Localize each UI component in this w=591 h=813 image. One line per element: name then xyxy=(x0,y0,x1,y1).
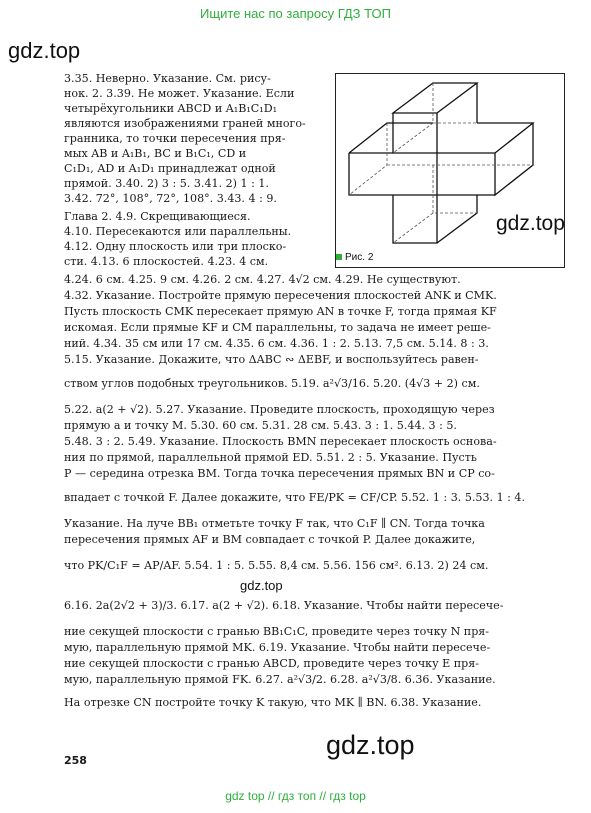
text-line: ния по прямой, параллельной прямой ED. 5.51. 2 : 5. Указание. Пусть xyxy=(64,451,477,464)
text-line: гранника, то точки пересечения пря- xyxy=(64,132,286,145)
page-number: 258 xyxy=(64,754,87,767)
text-line: 5.22. a(2 + √2). 5.27. Указание. Проведите плоскость, проходящую через xyxy=(64,403,495,416)
text-line: искомая. Если прямые KF и CM параллельны, то задача не имеет реше- xyxy=(64,321,491,334)
text-line: мых AB и A₁B₁, BC и B₁C₁, CD и xyxy=(64,147,247,160)
watermark: gdz.top xyxy=(326,730,415,760)
text-line: 4.24. 6 см. 4.25. 9 см. 4.26. 2 см. 4.27. 4√2 см. 4.29. Не существуют. xyxy=(64,273,461,286)
text-line: C₁D₁, AD и A₁D₁ принадлежат одной xyxy=(64,162,276,175)
text-line: На отрезке CN постройте точку K такую, что MK ∥ BN. 6.38. Указание. xyxy=(64,696,482,709)
text-line: ние секущей плоскости с гранью ABCD, проведите через точку E пря- xyxy=(64,657,480,670)
text-line: 4.10. Пересекаются или параллельны. xyxy=(64,225,292,238)
text-line: пересечения прямых AF и BM совпадает с точкой P. Далее докажите, xyxy=(64,533,476,546)
text-line: ний. 4.34. 35 см или 17 см. 4.35. 6 см. 4.36. 1 : 2. 5.13. 7,5 см. 5.14. 8 : 3. xyxy=(64,337,489,350)
bottom-banner[interactable]: gdz top // гдз топ // гдз top xyxy=(225,789,366,803)
figure-caption: Рис. 2 xyxy=(336,252,373,263)
text-line: сти. 4.13. 6 плоскостей. 4.23. 4 см. xyxy=(64,255,269,268)
text-line: ством углов подобных треугольников. 5.19. a²√3/16. 5.20. (4√3 + 2) см. xyxy=(64,377,480,390)
text-line: мую, параллельную прямой FK. 6.27. a²√3/2. 6.28. a²√3/8. 6.36. Указание. xyxy=(64,673,496,686)
watermark: gdz.top xyxy=(8,38,81,63)
text-line: 3.42. 72°, 108°, 72°, 108°. 3.43. 4 : 9. xyxy=(64,192,277,205)
text-line: P — середина отрезка BM. Тогда точка пересечения прямых BN и CP со- xyxy=(64,467,495,480)
text-line: 4.12. Одну плоскость или три плоско- xyxy=(64,240,287,253)
text-line: нок. 2. 3.39. Не может. Указание. Если xyxy=(64,87,295,100)
text-line: являются изображениями граней много- xyxy=(64,117,306,130)
watermark: gdz.top xyxy=(240,578,283,593)
text-line: 5.15. Указание. Докажите, что ΔABC ∾ ΔEBF, и воспользуйтесь равен- xyxy=(64,353,479,366)
top-banner[interactable]: Ищите нас по запросу ГДЗ ТОП xyxy=(200,6,391,21)
text-line: 6.16. 2a(2√2 + 3)/3. 6.17. a(2 + √2). 6.18. Указание. Чтобы найти пересече- xyxy=(64,599,504,612)
text-line: 4.32. Указание. Постройте прямую пересечения плоскостей ANK и CMK. xyxy=(64,289,497,302)
text-line: Глава 2. 4.9. Скрещивающиеся. xyxy=(64,210,251,223)
text-line: Указание. На луче BB₁ отметьте точку F так, что C₁F ∥ CN. Тогда точка xyxy=(64,517,485,530)
text-line: прямой. 3.40. 2) 3 : 5. 3.41. 2) 1 : 1. xyxy=(64,177,269,190)
text-line: прямую a и точку M. 5.30. 60 см. 5.31. 28 см. 5.43. 3 : 1. 5.44. 3 : 5. xyxy=(64,419,457,432)
text-line: 5.48. 3 : 2. 5.49. Указание. Плоскость BMN пересекает плоскость основа- xyxy=(64,435,497,448)
text-line: 3.35. Неверно. Указание. См. рису- xyxy=(64,72,271,85)
text-line: мую, параллельную прямой MK. 6.19. Указание. Чтобы найти пересече- xyxy=(64,641,491,654)
text-line: ние секущей плоскости с гранью BB₁C₁C, проведите через точку N пря- xyxy=(64,625,490,638)
text-line: Пусть плоскость CMK пересекает прямую AN в точке F, тогда прямая KF xyxy=(64,305,497,318)
text-line: четырёхугольники ABCD и A₁B₁C₁D₁ xyxy=(64,102,278,115)
text-line: впадает с точкой F. Далее докажите, что FE/PK = CF/CP. 5.52. 1 : 3. 5.53. 1 : 4. xyxy=(64,491,526,504)
watermark: gdz.top xyxy=(496,212,565,235)
text-line: что PK/C₁F = AP/AF. 5.54. 1 : 5. 5.55. 8,4 см. 5.56. 156 см². 6.13. 2) 24 см. xyxy=(64,559,489,572)
figure-cube-cross xyxy=(335,73,565,268)
